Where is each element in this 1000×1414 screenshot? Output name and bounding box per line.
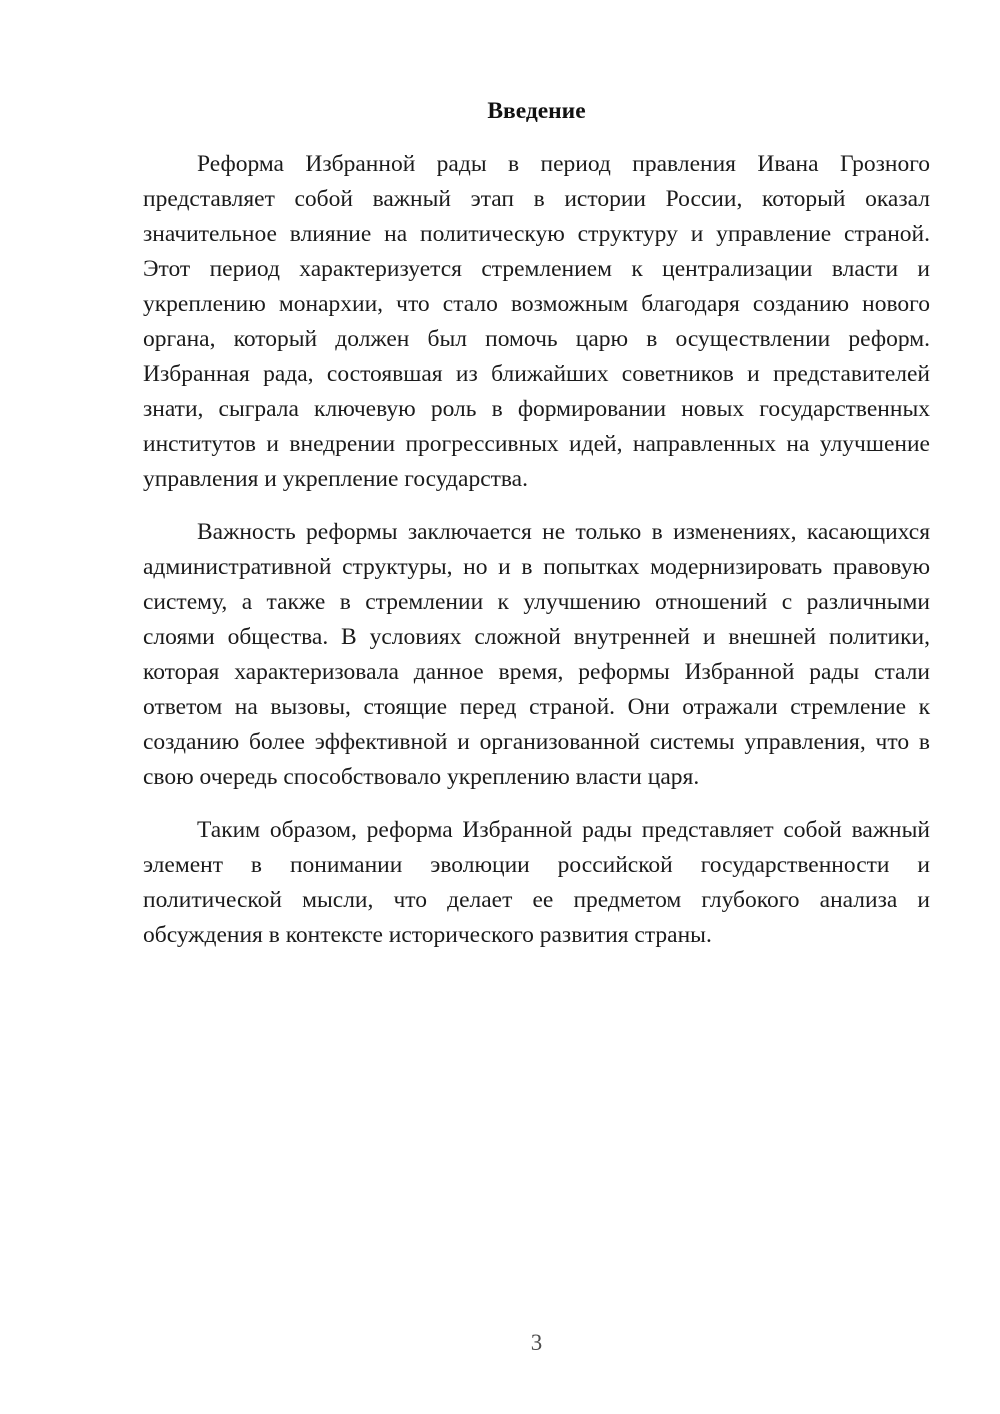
- page-number: 3: [530, 1330, 543, 1355]
- paragraph-2: Важность реформы заключается не только в изменениях, касающихся административной структуры, но и в попытках модернизировать правовую систему, а также в стремлении к улучшению отношений с различными слоями общества. В условиях сложной внутренней и внешней политики, которая характеризовала данное время, реформы Избранной рады стали ответом на вызовы, стоящие перед страной. Они отражали стремление к созданию более эффективной и организованной системы управления, что в свою очередь способствовало укреплению власти царя.: [143, 519, 930, 790]
- section-title: Введение: [487, 98, 586, 124]
- paragraph-3: Таким образом, реформа Избранной рады представляет собой важный элемент в понимании эволюции российской государственности и политической мысли, что делает ее предметом глубокого анализа и обсуждения в контексте исторического развития страны.: [143, 817, 930, 948]
- paragraph-1: Реформа Избранной рады в период правления Ивана Грозного представляет собой важный этап в истории России, который оказал значительное влияние на политическую структуру и управление страной. Этот период характеризуется стремлением к централизации власти и укреплению монархии, что стало возможным благодаря созданию нового органа, который должен был помочь царю в осуществлении реформ. Избранная рада, состоявшая из ближайших советников и представителей знати, сыграла ключевую роль в формировании новых государственных институтов и внедрении прогрессивных идей, направленных на улучшение управления и укрепление государства.: [143, 151, 930, 492]
